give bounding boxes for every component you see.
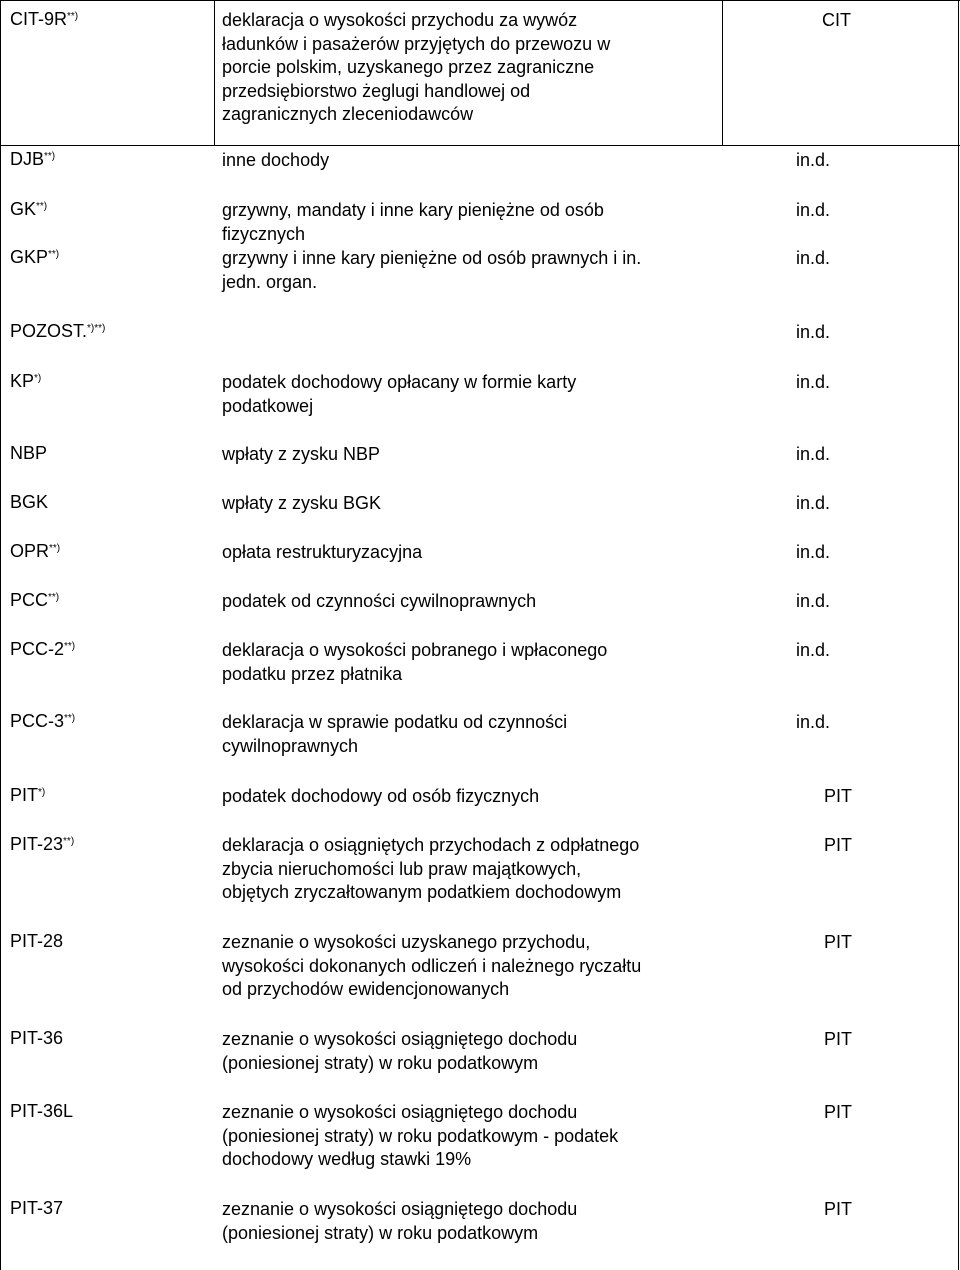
form-description — [222, 785, 722, 809]
form-code-text: PIT-36L — [10, 1101, 74, 1121]
form-code-text: KP — [10, 371, 35, 391]
description-line: od przychodów ewidencjonowanych — [222, 979, 510, 999]
form-code-text: PIT — [10, 785, 39, 805]
description-line: (poniesionej straty) w roku podatkowym - podatek — [222, 1125, 619, 1146]
form-description — [222, 9, 722, 127]
form-code — [10, 198, 47, 221]
description-line: podatku przez płatnika — [222, 663, 403, 684]
form-code-text: BGK — [10, 492, 49, 512]
description-line: wpłaty z zysku BGK — [222, 493, 382, 513]
description-line: (poniesionej straty) w roku podatkowym — [222, 1052, 539, 1073]
tax-type-label: in.d. — [796, 372, 831, 392]
form-description — [222, 443, 722, 467]
description-line: podatek dochodowy opłacany w formie karty — [222, 372, 577, 392]
form-description — [222, 590, 722, 614]
form-code — [10, 1027, 63, 1050]
form-description — [222, 149, 722, 173]
description-line: zagranicznych zleceniodawców — [222, 104, 474, 124]
description-line: deklaracja o wysokości pobranego i wpłaconego — [222, 640, 608, 660]
description-line: zbycia nieruchomości lub praw majątkowych, — [222, 858, 582, 879]
description-line: ładunków i pasażerów przyjętych do przewozu w — [222, 33, 611, 54]
form-description — [222, 541, 722, 565]
form-code — [10, 930, 63, 953]
tax-type-label: PIT — [824, 1102, 853, 1122]
tax-type-label: PIT — [824, 932, 853, 952]
form-code-text: POZOST. — [10, 321, 88, 341]
description-line: inne dochody — [222, 150, 330, 170]
footnote-marker: *) — [34, 373, 42, 384]
form-code-text: OPR — [10, 541, 50, 561]
description-line: wpłaty z zysku NBP — [222, 444, 381, 464]
tax-type-label: in.d. — [796, 150, 831, 170]
row-divider — [0, 145, 960, 146]
form-code-text: GKP — [10, 247, 49, 267]
form-code — [10, 833, 74, 856]
form-description — [222, 931, 722, 1002]
tax-type-label: CIT — [822, 10, 851, 30]
form-description — [222, 247, 722, 294]
footnote-marker: **) — [64, 641, 76, 652]
description-line: grzywny i inne kary pieniężne od osób prawnych i in. — [222, 248, 642, 268]
description-line: zeznanie o wysokości osiągniętego dochodu — [222, 1029, 578, 1049]
footnote-marker: **) — [48, 592, 60, 603]
tax-type-label: in.d. — [796, 444, 831, 464]
footnote-marker: *)**) — [87, 323, 106, 334]
description-line: dochodowy według stawki 19% — [222, 1149, 472, 1169]
form-description — [222, 371, 722, 418]
tax-type-label: in.d. — [796, 248, 831, 268]
footnote-marker: **) — [48, 249, 60, 260]
form-code — [10, 784, 45, 807]
form-description — [222, 1101, 722, 1172]
form-code — [10, 148, 55, 171]
form-code-text: PIT-36 — [10, 1028, 64, 1048]
description-line: podatkowej — [222, 395, 314, 416]
footnote-marker: **) — [49, 543, 61, 554]
form-code — [10, 1197, 63, 1220]
description-line: wysokości dokonanych odliczeń i należnego ryczałtu — [222, 955, 642, 976]
tax-type-label: in.d. — [796, 591, 831, 611]
form-code — [10, 540, 60, 563]
description-line: podatek od czynności cywilnoprawnych — [222, 591, 537, 611]
form-code — [10, 491, 48, 514]
form-code-text: PIT-28 — [10, 931, 64, 951]
footnote-marker: **) — [36, 201, 48, 212]
description-line: zeznanie o wysokości osiągniętego dochodu — [222, 1199, 578, 1219]
form-code — [10, 589, 59, 612]
tax-type-label: in.d. — [796, 493, 831, 513]
form-code-text: CIT-9R — [10, 9, 68, 29]
footnote-marker: **) — [67, 11, 79, 22]
form-code — [10, 710, 75, 733]
tax-type-label: in.d. — [796, 712, 831, 732]
form-code-text: PIT-23 — [10, 834, 64, 854]
tax-type-label: in.d. — [796, 542, 831, 562]
tax-type-label: PIT — [824, 1199, 853, 1219]
form-code — [10, 8, 78, 31]
description-line: (poniesionej straty) w roku podatkowym — [222, 1222, 539, 1243]
footnote-marker: **) — [64, 713, 76, 724]
form-code — [10, 442, 47, 465]
form-code-text: PIT-37 — [10, 1198, 64, 1218]
form-code — [10, 370, 41, 393]
form-code — [10, 320, 105, 343]
form-code-text: DJB — [10, 149, 45, 169]
tax-type-label: PIT — [824, 835, 853, 855]
form-description — [222, 834, 722, 905]
footnote-marker: **) — [63, 836, 75, 847]
form-code-text: PCC — [10, 590, 49, 610]
description-line: podatek dochodowy od osób fizycznych — [222, 786, 540, 806]
description-line: zeznanie o wysokości osiągniętego dochodu — [222, 1102, 578, 1122]
form-description — [222, 1198, 722, 1245]
form-description — [222, 1028, 722, 1075]
column-divider-type — [722, 0, 723, 145]
table-right-border — [958, 0, 959, 1270]
description-line: opłata restrukturyzacyjna — [222, 542, 423, 562]
footnote-marker: **) — [44, 151, 56, 162]
form-description — [222, 492, 722, 516]
table-left-border — [0, 0, 1, 1270]
description-line: fizycznych — [222, 223, 306, 244]
footnote-marker: *) — [38, 787, 46, 798]
column-divider-code — [214, 0, 215, 145]
form-description — [222, 639, 722, 686]
form-code-text: PCC-2 — [10, 639, 65, 659]
tax-type-label: in.d. — [796, 640, 831, 660]
table-top-border — [0, 0, 960, 1]
description-line: cywilnoprawnych — [222, 735, 359, 756]
description-line: porcie polskim, uzyskanego przez zagraniczne — [222, 57, 595, 77]
form-description — [222, 199, 722, 246]
tax-type-label: in.d. — [796, 200, 831, 220]
description-line: deklaracja o wysokości przychodu za wywóz — [222, 10, 578, 30]
description-line: objętych zryczałtowanym podatkiem dochodowym — [222, 882, 622, 902]
form-code — [10, 638, 75, 661]
description-line: deklaracja o osiągniętych przychodach z odpłatnego — [222, 835, 640, 855]
form-code — [10, 1100, 73, 1123]
tax-type-label: in.d. — [796, 322, 831, 342]
form-code-text: PCC-3 — [10, 711, 65, 731]
form-code-text: NBP — [10, 443, 48, 463]
tax-type-label: PIT — [824, 1029, 853, 1049]
description-line: przedsiębiorstwo żeglugi handlowej od — [222, 80, 531, 101]
description-line: grzywny, mandaty i inne kary pieniężne od osób — [222, 200, 604, 220]
description-line: jedn. organ. — [222, 271, 318, 292]
form-code — [10, 246, 59, 269]
form-code-text: GK — [10, 199, 37, 219]
form-description — [222, 711, 722, 758]
description-line: zeznanie o wysokości uzyskanego przychodu, — [222, 932, 591, 952]
tax-type-label: PIT — [824, 786, 853, 806]
description-line: deklaracja w sprawie podatku od czynności — [222, 712, 568, 732]
